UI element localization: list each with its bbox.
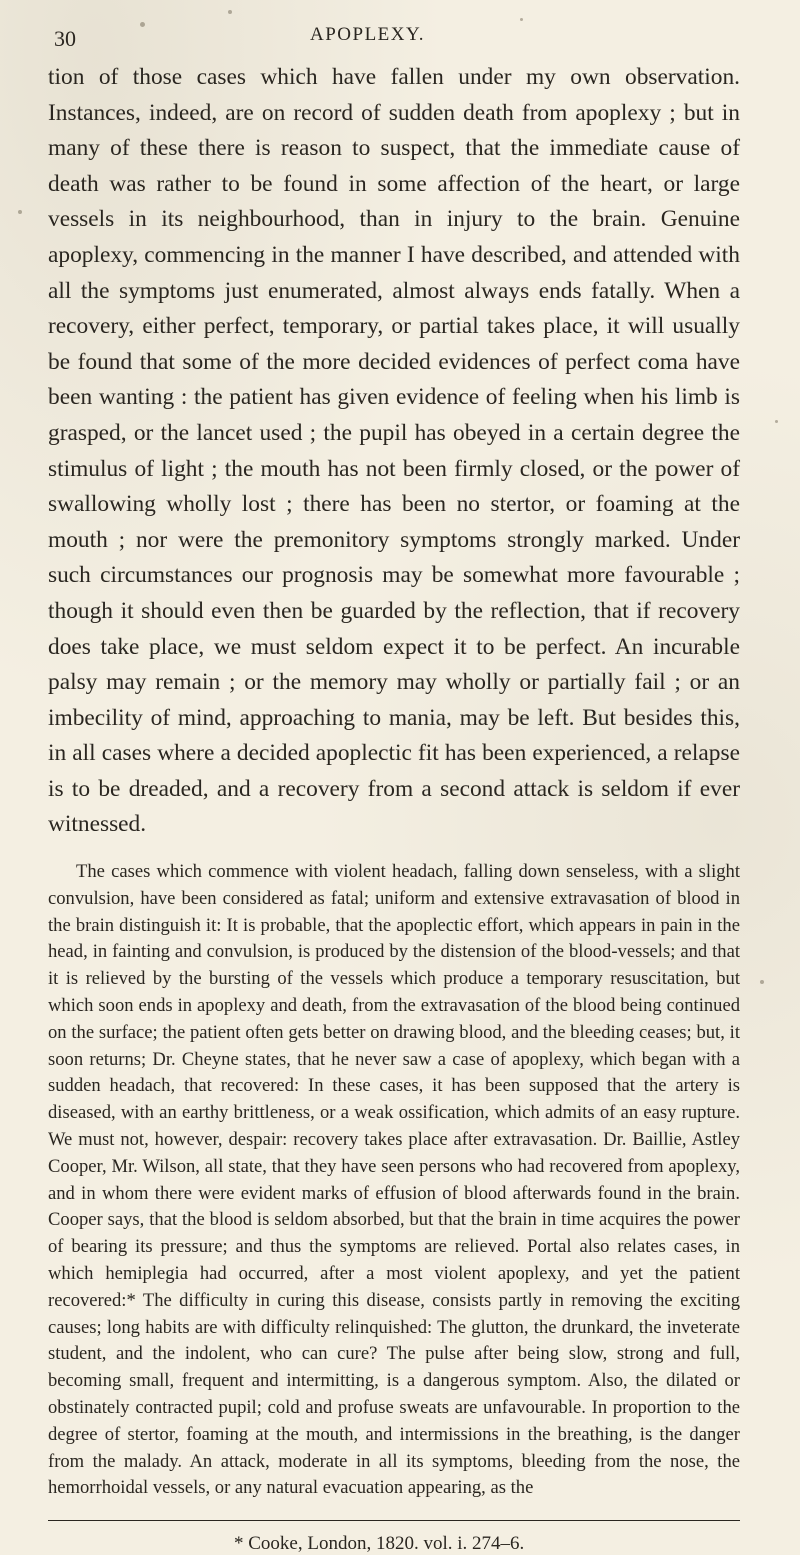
paper-speck	[775, 420, 778, 423]
running-head: APOPLEXY.	[310, 24, 426, 45]
paper-speck	[140, 22, 145, 27]
body-paragraph-large: tion of those cases which have fallen under my own observation. Instances, indeed, are on record of sudden death from apoplexy ; but in many of these there is reason to suspect, that the immediate cause of death was rather to be found in some affection of the heart, or large vessels in its neighbourhood, than in injury to the brain. Genuine apoplexy, commencing in the manner I have described, and attended with all the symptoms just enumerated, almost always ends fatally. When a recovery, either perfect, temporary, or partial takes place, it will usually be found that some of the more decided evidences of perfect coma have been wanting : the patient has given evidence of feeling when his limb is grasped, or the lancet used ; the pupil has obeyed in a certain degree the stimulus of light ; the mouth has not been firmly closed, or the power of swallowing wholly lost ; there has been no stertor, or foaming at the mouth ; nor were the premonitory symptoms strongly marked. Under such circumstances our prognosis may be somewhat more favourable ; though it should even then be guarded by the reflection, that if recovery does take place, we must seldom expect it to be perfect. An incurable palsy may remain ; or the memory may wholly or partially fail ; or an imbecility of mind, approaching to mania, may be left. But besides this, in all cases where a decided apoplectic fit has been experienced, a relapse is to be dreaded, and a recovery from a second attack is seldom if ever witnessed.	[48, 64, 740, 838]
paper-speck	[760, 980, 764, 984]
paper-speck	[228, 10, 232, 14]
paper-speck	[18, 210, 22, 214]
body-paragraph-small: The cases which commence with violent headach, falling down senseless, with a slight convulsion, have been considered as fatal; uniform and extensive extravasation of blood in the brain distinguish it: It is probable, that the apoplectic effort, which appears in pain in the head, in fainting and convulsion, is produced by the distension of the blood-vessels; and that it is relieved by the bursting of the vessels which produce a temporary resuscitation, but which soon ends in apoplexy and death, from the extravasation of the blood being continued on the surface; the patient often gets better on drawing blood, and the bleeding ceases; but, it soon returns; Dr. Cheyne states, that he never saw a case of apoplexy, which began with a sudden headach, that recovered: In these cases, it has been supposed that the artery is diseased, with an earthy brittleness, or a weak ossification, which admits of an easy rupture. We must not, however, despair: recovery takes place after extravasation. Dr. Baillie, Astley Cooper, Mr. Wilson, all state, that they have seen persons who had recovered from apoplexy, and in whom there were evident marks of effusion of blood afterwards found in the brain. Cooper says, that the blood is seldom absorbed, but that the brain in time acquires the power of bearing its pressure; and thus the symptoms are relieved. Portal also relates cases, in which hemiplegia had occurred, after a most violent apoplexy, and yet the patient recovered:* The difficulty in curing this disease, consists partly in removing the exciting causes; long habits are with difficulty relinquished: The glutton, the drunkard, the inveterate student, and the indolent, who can cure? The pulse after being slow, strong and full, becoming small, frequent and intermitting, is a dangerous symptom. Also, the dilated or obstinately contracted pupil; cold and profuse sweats are unfavourable. In proportion to the degree of stertor, foaming at the mouth, and intermissions in the breathing, is the danger from the malady. An attack, moderate in all its symptoms, bleeding from the nose, the hemorrhoidal vessels, or any natural evacuation appearing, as the	[48, 861, 740, 1499]
footnote-divider	[48, 1520, 740, 1521]
page-number: 30	[54, 26, 76, 51]
paper-speck	[520, 18, 523, 21]
page-header	[48, 14, 740, 54]
footnote: * Cooke, London, 1820. vol. i. 274–6.	[234, 1533, 525, 1555]
